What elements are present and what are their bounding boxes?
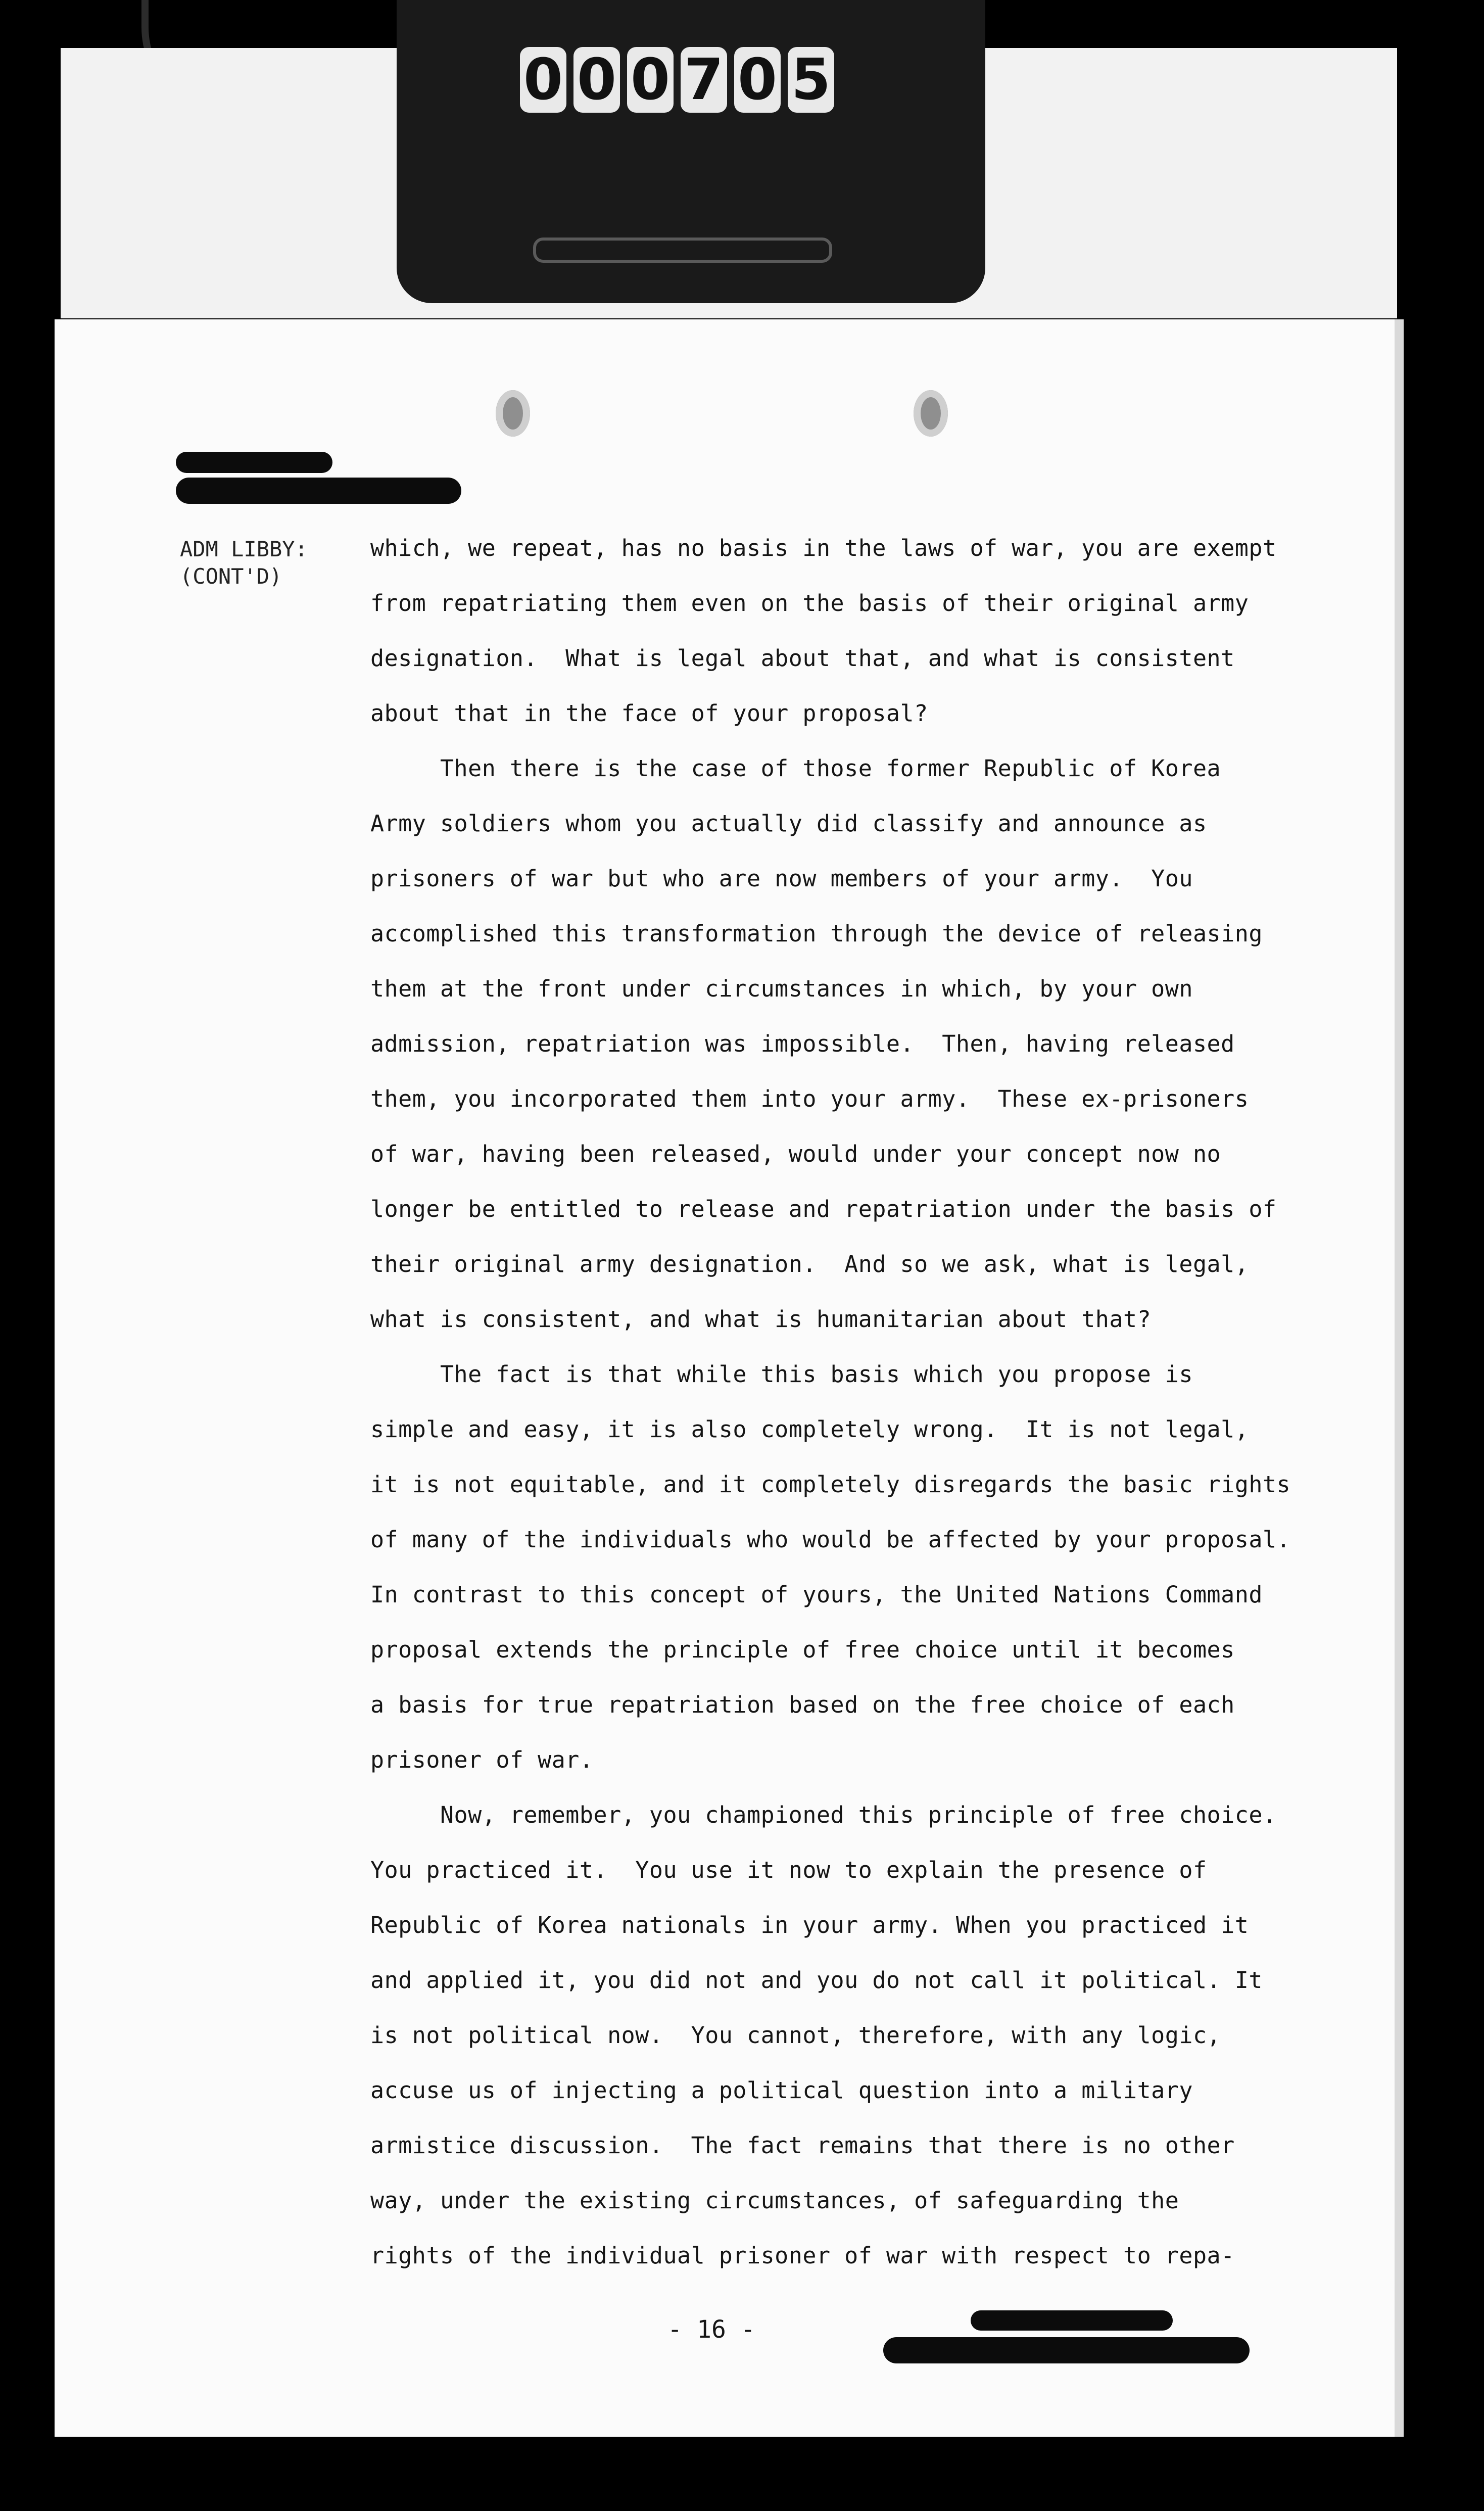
text-line: accuse us of injecting a political question into a military	[370, 2077, 1193, 2104]
text-line: which, we repeat, has no basis in the laws of war, you are exempt	[370, 535, 1277, 561]
text-line: and applied it, you did not and you do not call it political. It	[370, 1967, 1263, 1994]
text-line: proposal extends the principle of free choice until it becomes	[370, 1636, 1235, 1663]
counter-slot	[533, 238, 832, 263]
speaker-label: ADM LIBBY: (CONT'D)	[180, 537, 308, 589]
text-line: what is consistent, and what is humanitarian about that?	[370, 1306, 1152, 1333]
counter-digit: 0	[627, 47, 674, 113]
text-line: prisoners of war but who are now members of your army. You	[370, 865, 1193, 892]
text-line: Army soldiers whom you actually did classify and announce as	[370, 810, 1207, 837]
text-line: is not political now. You cannot, therefore, with any logic,	[370, 2022, 1221, 2049]
text-line: Now, remember, you championed this principle of free choice.	[370, 1802, 1277, 1828]
text-line: prisoner of war.	[370, 1746, 594, 1773]
text-line: designation. What is legal about that, and what is consistent	[370, 645, 1235, 672]
text-line: it is not equitable, and it completely disregards the basic rights	[370, 1471, 1291, 1498]
text-line: admission, repatriation was impossible. Then, having released	[370, 1030, 1235, 1057]
redaction-mark	[883, 2337, 1250, 2363]
counter-digit: 7	[681, 47, 727, 113]
counter-digit: 0	[734, 47, 781, 113]
text-line: Republic of Korea nationals in your army. When you practiced it	[370, 1912, 1249, 1938]
text-line: way, under the existing circumstances, of safeguarding the	[370, 2187, 1179, 2214]
text-line: In contrast to this concept of yours, the United Nations Command	[370, 1581, 1263, 1608]
redaction-mark	[971, 2310, 1173, 2331]
punch-hole	[496, 390, 530, 437]
text-line: of war, having been released, would under your concept now no	[370, 1141, 1221, 1167]
text-line: their original army designation. And so we ask, what is legal,	[370, 1251, 1249, 1277]
text-line: rights of the individual prisoner of war with respect to repa-	[370, 2242, 1235, 2269]
page-number: - 16 -	[667, 2315, 755, 2344]
text-line: Then there is the case of those former Republic of Korea	[370, 755, 1221, 782]
text-line: about that in the face of your proposal?	[370, 700, 928, 727]
document-page	[55, 319, 1395, 2437]
text-line: The fact is that while this basis which you propose is	[370, 1361, 1193, 1388]
text-line: simple and easy, it is also completely wrong. It is not legal,	[370, 1416, 1249, 1443]
text-line: of many of the individuals who would be affected by your proposal.	[370, 1526, 1291, 1553]
redaction-mark	[176, 478, 461, 504]
text-line: You practiced it. You use it now to explain the presence of	[370, 1857, 1207, 1883]
body-text	[370, 520, 1371, 2283]
text-line: a basis for true repatriation based on the free choice of each	[370, 1691, 1235, 1718]
frame-counter-digits	[510, 45, 844, 114]
text-line: longer be entitled to release and repatriation under the basis of	[370, 1196, 1277, 1222]
punch-hole	[914, 390, 948, 437]
text-line: them at the front under circumstances in which, by your own	[370, 975, 1193, 1002]
counter-digit: 0	[520, 47, 566, 113]
text-line: them, you incorporated them into your army. These ex-prisoners	[370, 1085, 1249, 1112]
redaction-mark	[176, 452, 332, 473]
counter-digit: 5	[788, 47, 834, 113]
text-line: armistice discussion. The fact remains that there is no other	[370, 2132, 1235, 2159]
text-line: accomplished this transformation through the device of releasing	[370, 920, 1263, 947]
counter-digit: 0	[573, 47, 620, 113]
text-line: from repatriating them even on the basis of their original army	[370, 590, 1249, 617]
